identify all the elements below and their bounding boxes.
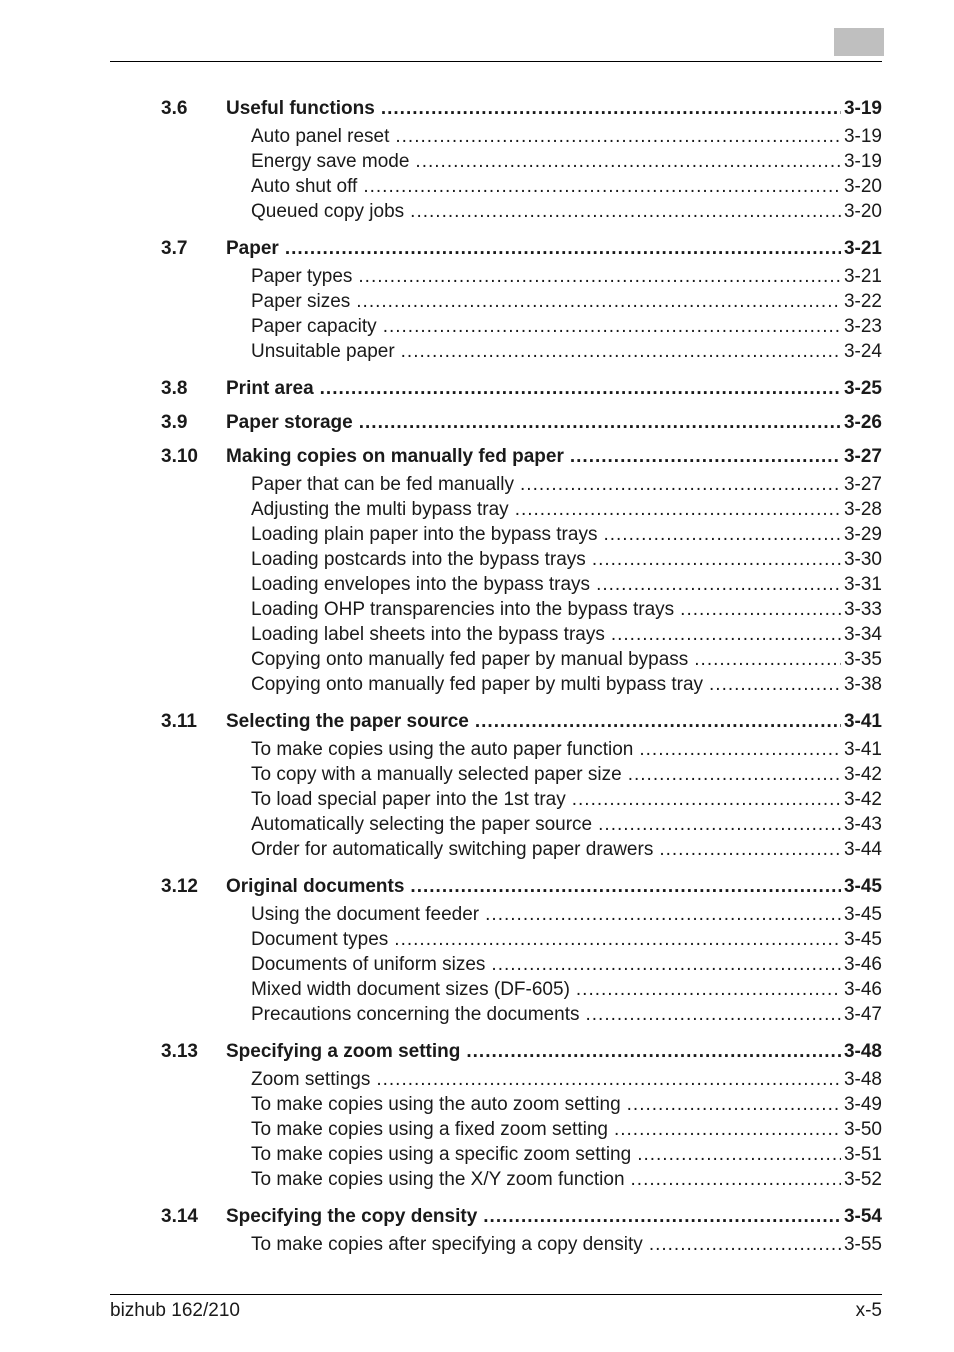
toc-section-entry[interactable] bbox=[0, 1040, 954, 1064]
toc-entry-line bbox=[226, 237, 882, 261]
toc-entry-page: 3-33 bbox=[843, 599, 882, 620]
chapter-tab bbox=[834, 28, 884, 56]
toc-entry-line bbox=[251, 648, 882, 672]
dot-leader bbox=[483, 1205, 841, 1229]
toc-section-number: 3.7 bbox=[161, 238, 188, 259]
dot-leader bbox=[614, 1118, 841, 1142]
footer-product-name: bizhub 162/210 bbox=[110, 1300, 240, 1321]
toc-entry-title: Loading label sheets into the bypass trays bbox=[251, 624, 605, 645]
toc-entry-title: Auto panel reset bbox=[251, 126, 390, 147]
toc-entry-line bbox=[251, 903, 882, 927]
dot-leader bbox=[376, 1068, 841, 1092]
toc-subentry[interactable] bbox=[0, 175, 954, 199]
dot-leader bbox=[570, 445, 841, 469]
dot-leader bbox=[572, 788, 841, 812]
toc-entry-page: 3-21 bbox=[843, 266, 882, 287]
dot-leader bbox=[415, 150, 841, 174]
toc-subentry[interactable] bbox=[0, 838, 954, 862]
toc-entry-line bbox=[251, 673, 882, 697]
toc-subentry[interactable] bbox=[0, 598, 954, 622]
toc-entry-page: 3-48 bbox=[843, 1069, 882, 1090]
dot-leader bbox=[628, 763, 841, 787]
toc-entry-title: Energy save mode bbox=[251, 151, 410, 172]
toc-subentry[interactable] bbox=[0, 1233, 954, 1257]
toc-entry-title: Order for automatically switching paper drawers bbox=[251, 839, 654, 860]
toc-entry-title: Copying onto manually fed paper by manual bypass bbox=[251, 649, 689, 670]
dot-leader bbox=[475, 710, 841, 734]
toc-entry-line bbox=[226, 411, 882, 435]
dot-leader bbox=[576, 978, 841, 1002]
toc-section-entry[interactable] bbox=[0, 445, 954, 469]
toc-entry-title: Specifying the copy density bbox=[226, 1206, 478, 1227]
toc-entry-line bbox=[251, 1068, 882, 1092]
toc-entry-page: 3-54 bbox=[843, 1206, 882, 1227]
toc-entry-page: 3-48 bbox=[843, 1041, 882, 1062]
toc-subentry[interactable] bbox=[0, 200, 954, 224]
toc-entry-line bbox=[251, 523, 882, 547]
toc-entry-title: Print area bbox=[226, 378, 314, 399]
toc-subentry[interactable] bbox=[0, 978, 954, 1002]
toc-entry-title: Copying onto manually fed paper by multi bypass tray bbox=[251, 674, 704, 695]
toc-subentry[interactable] bbox=[0, 1003, 954, 1027]
toc-subentry[interactable] bbox=[0, 125, 954, 149]
toc-entry-line bbox=[251, 1143, 882, 1167]
toc-entry-line bbox=[251, 573, 882, 597]
toc-subentry[interactable] bbox=[0, 340, 954, 364]
toc-subentry[interactable] bbox=[0, 953, 954, 977]
toc-entry-title: To make copies using a specific zoom setting bbox=[251, 1144, 632, 1165]
toc-entry-title: Making copies on manually fed paper bbox=[226, 446, 564, 467]
toc-section-entry[interactable] bbox=[0, 1205, 954, 1229]
toc-entry-page: 3-31 bbox=[843, 574, 882, 595]
toc-entry-line bbox=[251, 340, 882, 364]
toc-entry-line bbox=[251, 1168, 882, 1192]
dot-leader bbox=[603, 523, 841, 547]
toc-entry-line bbox=[251, 548, 882, 572]
toc-entry-page: 3-47 bbox=[843, 1004, 882, 1025]
toc-entry-title: Document types bbox=[251, 929, 389, 950]
toc-entry-line bbox=[226, 377, 882, 401]
toc-section-number: 3.14 bbox=[161, 1206, 198, 1227]
footer-rule bbox=[110, 1294, 882, 1295]
toc-entry-title: To make copies after specifying a copy density bbox=[251, 1234, 643, 1255]
toc-entry-page: 3-28 bbox=[843, 499, 882, 520]
toc-section-number: 3.11 bbox=[161, 711, 197, 732]
toc-subentry[interactable] bbox=[0, 673, 954, 697]
toc-subentry[interactable] bbox=[0, 1168, 954, 1192]
toc-subentry[interactable] bbox=[0, 548, 954, 572]
toc-subentry[interactable] bbox=[0, 473, 954, 497]
toc-entry-page: 3-45 bbox=[843, 929, 882, 950]
toc-entry-title: Using the document feeder bbox=[251, 904, 480, 925]
toc-entry-line bbox=[251, 1233, 882, 1257]
footer-page-number: x-5 bbox=[855, 1300, 882, 1321]
toc-entry-line bbox=[251, 125, 882, 149]
dot-leader bbox=[320, 377, 841, 401]
toc-subentry[interactable] bbox=[0, 623, 954, 647]
dot-leader bbox=[363, 175, 841, 199]
toc-subentry[interactable] bbox=[0, 265, 954, 289]
toc-entry-title: To make copies using the auto zoom setting bbox=[251, 1094, 621, 1115]
toc-subentry[interactable] bbox=[0, 738, 954, 762]
dot-leader bbox=[585, 1003, 840, 1027]
toc-entry-title: Documents of uniform sizes bbox=[251, 954, 486, 975]
toc-entry-title: Precautions concerning the documents bbox=[251, 1004, 580, 1025]
toc-entry-title: Loading plain paper into the bypass trays bbox=[251, 524, 598, 545]
toc-section-number: 3.10 bbox=[161, 446, 198, 467]
toc-subentry[interactable] bbox=[0, 813, 954, 837]
toc-entry-line bbox=[226, 445, 882, 469]
toc-entry-page: 3-26 bbox=[843, 412, 882, 433]
toc-entry-line bbox=[251, 1118, 882, 1142]
dot-leader bbox=[358, 265, 841, 289]
toc-entry-line bbox=[251, 1093, 882, 1117]
toc-entry-page: 3-21 bbox=[843, 238, 882, 259]
dot-leader bbox=[709, 673, 841, 697]
toc-subentry[interactable] bbox=[0, 763, 954, 787]
dot-leader bbox=[410, 875, 841, 899]
dot-leader bbox=[395, 125, 841, 149]
toc-entry-title: Zoom settings bbox=[251, 1069, 371, 1090]
dot-leader bbox=[637, 1143, 841, 1167]
dot-leader bbox=[680, 598, 841, 622]
toc-subentry[interactable] bbox=[0, 523, 954, 547]
dot-leader bbox=[515, 498, 841, 522]
toc-entry-page: 3-38 bbox=[843, 674, 882, 695]
dot-leader bbox=[659, 838, 841, 862]
toc-entry-line bbox=[226, 1040, 882, 1064]
toc-entry-line bbox=[251, 200, 882, 224]
dot-leader bbox=[520, 473, 841, 497]
toc-entry-page: 3-24 bbox=[843, 341, 882, 362]
toc-subentry[interactable] bbox=[0, 290, 954, 314]
dot-leader bbox=[394, 928, 841, 952]
toc-subentry[interactable] bbox=[0, 928, 954, 952]
dot-leader bbox=[596, 573, 841, 597]
toc-entry-page: 3-42 bbox=[843, 789, 882, 810]
toc-entry-title: To load special paper into the 1st tray bbox=[251, 789, 566, 810]
toc-entry-title: Loading postcards into the bypass trays bbox=[251, 549, 586, 570]
toc-entry-page: 3-19 bbox=[843, 151, 882, 172]
toc-entry-title: Selecting the paper source bbox=[226, 711, 469, 732]
toc-subentry[interactable] bbox=[0, 150, 954, 174]
toc-entry-line bbox=[251, 150, 882, 174]
toc-entry-page: 3-35 bbox=[843, 649, 882, 670]
dot-leader bbox=[631, 1168, 841, 1192]
toc-entry-page: 3-42 bbox=[843, 764, 882, 785]
toc-entry-line bbox=[251, 738, 882, 762]
toc-subentry[interactable] bbox=[0, 903, 954, 927]
toc-entry-page: 3-22 bbox=[843, 291, 882, 312]
toc-entry-line bbox=[251, 265, 882, 289]
toc-entry-title: Original documents bbox=[226, 876, 405, 897]
dot-leader bbox=[466, 1040, 841, 1064]
toc-entry-title: Paper sizes bbox=[251, 291, 351, 312]
dot-leader bbox=[401, 340, 841, 364]
toc-entry-page: 3-49 bbox=[843, 1094, 882, 1115]
toc-section-number: 3.12 bbox=[161, 876, 198, 897]
toc-subentry[interactable] bbox=[0, 1068, 954, 1092]
toc-subentry[interactable] bbox=[0, 1118, 954, 1142]
dot-leader bbox=[627, 1093, 841, 1117]
toc-subentry[interactable] bbox=[0, 788, 954, 812]
toc-entry-title: Loading envelopes into the bypass trays bbox=[251, 574, 591, 595]
toc-subentry[interactable] bbox=[0, 648, 954, 672]
toc-entry-page: 3-34 bbox=[843, 624, 882, 645]
toc-entry-page: 3-43 bbox=[843, 814, 882, 835]
toc-entry-page: 3-52 bbox=[843, 1169, 882, 1190]
toc-entry-title: Useful functions bbox=[226, 98, 375, 119]
toc-entry-page: 3-41 bbox=[843, 711, 882, 732]
toc-entry-page: 3-44 bbox=[843, 839, 882, 860]
toc-subentry[interactable] bbox=[0, 573, 954, 597]
toc-entry-page: 3-46 bbox=[843, 979, 882, 1000]
toc-section-number: 3.8 bbox=[161, 378, 188, 399]
toc-section-entry[interactable] bbox=[0, 710, 954, 734]
toc-entry-page: 3-41 bbox=[843, 739, 882, 760]
toc-entry-title: Adjusting the multi bypass tray bbox=[251, 499, 509, 520]
dot-leader bbox=[359, 411, 841, 435]
toc-entry-page: 3-19 bbox=[843, 126, 882, 147]
toc-subentry[interactable] bbox=[0, 1143, 954, 1167]
toc-entry-page: 3-30 bbox=[843, 549, 882, 570]
dot-leader bbox=[611, 623, 841, 647]
toc-entry-line bbox=[251, 1003, 882, 1027]
dot-leader bbox=[491, 953, 841, 977]
toc-entry-page: 3-27 bbox=[843, 474, 882, 495]
dot-leader bbox=[598, 813, 841, 837]
toc-entry-page: 3-27 bbox=[843, 446, 882, 467]
toc-subentry[interactable] bbox=[0, 498, 954, 522]
toc-section-number: 3.13 bbox=[161, 1041, 198, 1062]
toc-entry-line bbox=[251, 813, 882, 837]
toc-entry-page: 3-55 bbox=[843, 1234, 882, 1255]
toc-entry-title: Loading OHP transparencies into the bypass trays bbox=[251, 599, 675, 620]
dot-leader bbox=[649, 1233, 841, 1257]
dot-leader bbox=[694, 648, 841, 672]
toc-entry-line bbox=[251, 598, 882, 622]
toc-entry-title: Unsuitable paper bbox=[251, 341, 395, 362]
toc-entry-title: To make copies using the auto paper function bbox=[251, 739, 634, 760]
dot-leader bbox=[592, 548, 841, 572]
toc-entry-page: 3-19 bbox=[843, 98, 882, 119]
toc-entry-page: 3-29 bbox=[843, 524, 882, 545]
toc-entry-line bbox=[251, 953, 882, 977]
toc-entry-line bbox=[251, 838, 882, 862]
toc-entry-line bbox=[251, 175, 882, 199]
toc-entry-page: 3-51 bbox=[843, 1144, 882, 1165]
toc-entry-page: 3-20 bbox=[843, 176, 882, 197]
toc-subentry[interactable] bbox=[0, 315, 954, 339]
toc-entry-title: Specifying a zoom setting bbox=[226, 1041, 461, 1062]
toc-section-entry[interactable] bbox=[0, 237, 954, 261]
toc-entry-page: 3-20 bbox=[843, 201, 882, 222]
toc-entry-title: Paper that can be fed manually bbox=[251, 474, 515, 495]
toc-entry-line bbox=[251, 763, 882, 787]
toc-entry-title: Paper types bbox=[251, 266, 353, 287]
toc-entry-line bbox=[251, 928, 882, 952]
toc-entry-line bbox=[226, 97, 882, 121]
toc-entry-line bbox=[251, 978, 882, 1002]
toc-section-entry[interactable] bbox=[0, 97, 954, 121]
toc-section-number: 3.9 bbox=[161, 412, 188, 433]
header-rule bbox=[110, 61, 882, 62]
toc-entry-page: 3-25 bbox=[843, 378, 882, 399]
toc-subentry[interactable] bbox=[0, 1093, 954, 1117]
toc-entry-title: Queued copy jobs bbox=[251, 201, 405, 222]
toc-entry-page: 3-50 bbox=[843, 1119, 882, 1140]
toc-entry-page: 3-23 bbox=[843, 316, 882, 337]
toc-entry-line bbox=[226, 1205, 882, 1229]
dot-leader bbox=[285, 237, 841, 261]
toc-entry-line bbox=[251, 315, 882, 339]
toc-section-number: 3.6 bbox=[161, 98, 188, 119]
toc-entry-line bbox=[251, 623, 882, 647]
toc-entry-line bbox=[226, 710, 882, 734]
dot-leader bbox=[410, 200, 841, 224]
toc-entry-title: Paper storage bbox=[226, 412, 353, 433]
dot-leader bbox=[381, 97, 841, 121]
toc-entry-title: To copy with a manually selected paper size bbox=[251, 764, 622, 785]
toc-entry-title: To make copies using the X/Y zoom function bbox=[251, 1169, 625, 1190]
toc-entry-line bbox=[251, 498, 882, 522]
dot-leader bbox=[383, 315, 841, 339]
toc-section-entry[interactable] bbox=[0, 377, 954, 401]
toc-entry-line bbox=[251, 290, 882, 314]
toc-entry-page: 3-46 bbox=[843, 954, 882, 975]
toc-entry-line bbox=[251, 473, 882, 497]
toc-entry-title: Paper capacity bbox=[251, 316, 377, 337]
toc-entry-title: Paper bbox=[226, 238, 279, 259]
toc-section-entry[interactable] bbox=[0, 875, 954, 899]
toc-entry-page: 3-45 bbox=[843, 904, 882, 925]
dot-leader bbox=[639, 738, 841, 762]
toc-entry-title: Auto shut off bbox=[251, 176, 358, 197]
toc-entry-page: 3-45 bbox=[843, 876, 882, 897]
dot-leader bbox=[485, 903, 841, 927]
toc-section-entry[interactable] bbox=[0, 411, 954, 435]
toc-entry-title: Mixed width document sizes (DF-605) bbox=[251, 979, 570, 1000]
toc-entry-line bbox=[251, 788, 882, 812]
toc-entry-line bbox=[226, 875, 882, 899]
toc-entry-title: Automatically selecting the paper source bbox=[251, 814, 593, 835]
dot-leader bbox=[356, 290, 841, 314]
toc-entry-title: To make copies using a fixed zoom setting bbox=[251, 1119, 608, 1140]
